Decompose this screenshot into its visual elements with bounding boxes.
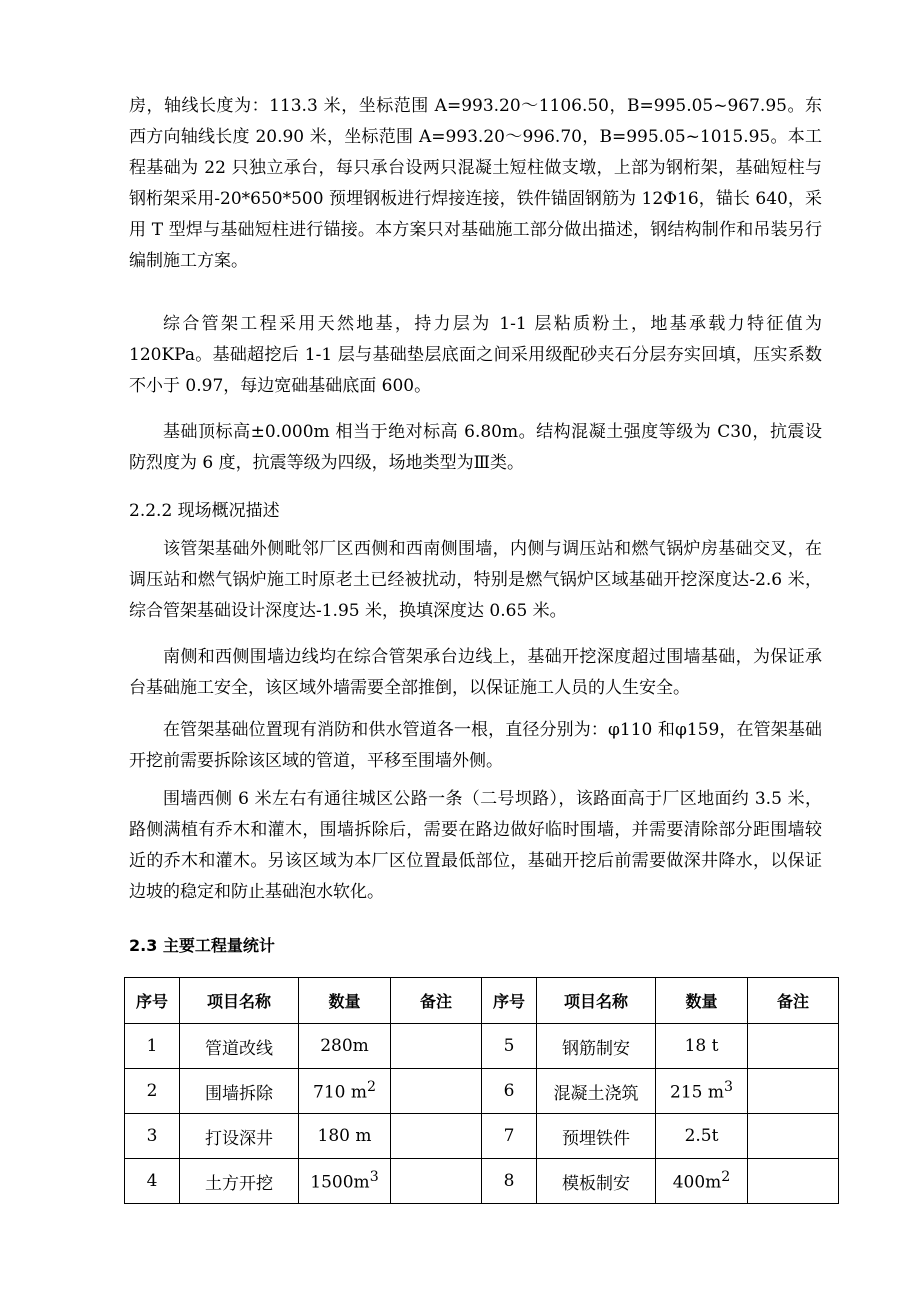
unit-exponent: 3	[723, 1079, 733, 1096]
paragraph-wall-demolition: 南侧和西侧围墙边线均在综合管架承台边线上，基础开挖深度超过围墙基础，为保证承台基础施工安全，该区域外墙需要全部推倒，以保证施工人员的人生安全。	[129, 647, 822, 698]
table-row	[125, 1069, 839, 1114]
paragraph-site-adjacent: 该管架基础外侧毗邻厂区西侧和西南侧围墙，内侧与调压站和燃气锅炉房基础交叉，在调压站和燃气锅炉施工时原老土已经被扰动，特别是燃气锅炉区域基础开挖深度达-2.6 米，综合管架基础设计深度达-1.95 米，换填深度达 0.65 米。	[129, 539, 822, 621]
cell-no: 5	[482, 1024, 537, 1069]
table-row	[125, 1114, 839, 1159]
cell-remark	[391, 1159, 482, 1204]
header-no: 序号	[125, 978, 180, 1024]
cell-item-name: 管道改线	[180, 1024, 299, 1069]
cell-remark	[748, 1024, 839, 1069]
header-remark: 备注	[391, 978, 482, 1024]
cell-remark	[391, 1069, 482, 1114]
cell-no: 6	[482, 1069, 537, 1114]
cell-item-name: 钢筋制安	[537, 1024, 656, 1069]
cell-item-name: 打设深井	[180, 1114, 299, 1159]
section-heading-site-overview: 2.2.2 现场概况描述	[129, 501, 280, 521]
cell-quantity	[299, 1159, 391, 1204]
paragraph-elevation-seismic: 基础顶标高±0.000m 相当于绝对标高 6.80m。结构混凝土强度等级为 C30，抗震设防烈度为 6 度，抗震等级为四级，场地类型为Ⅲ类。	[129, 422, 822, 473]
cell-no: 8	[482, 1159, 537, 1204]
header-quantity: 数量	[299, 978, 391, 1024]
unit-exponent: 3	[369, 1169, 379, 1186]
cell-no: 1	[125, 1024, 180, 1069]
table-row	[125, 1159, 839, 1204]
unit-exponent: 2	[721, 1169, 731, 1186]
unit-exponent: 2	[366, 1079, 376, 1096]
paragraph-road-dewatering: 围墙西侧 6 米左右有通往城区公路一条（二号坝路），该路面高于厂区地面约 3.5 米，路侧满植有乔木和灌木，围墙拆除后，需要在路边做好临时围墙，并需要清除部分距围墙较近的乔木和灌木。另该区域为本厂区位置最低部位，基础开挖后前需要做深井降水，以保证边坡的稳定和防止基础泡水软化。	[129, 789, 822, 902]
cell-quantity	[299, 1069, 391, 1114]
cell-remark	[391, 1024, 482, 1069]
quantity-value: 710 m	[313, 1082, 367, 1103]
cell-no: 7	[482, 1114, 537, 1159]
cell-quantity: 2.5t	[656, 1114, 748, 1159]
cell-quantity	[656, 1159, 748, 1204]
cell-no: 4	[125, 1159, 180, 1204]
cell-quantity: 18 t	[656, 1024, 748, 1069]
header-remark: 备注	[748, 978, 839, 1024]
cell-quantity	[656, 1069, 748, 1114]
cell-item-name: 模板制安	[537, 1159, 656, 1204]
table-row	[125, 1024, 839, 1069]
cell-remark	[748, 1114, 839, 1159]
quantity-value: 215 m	[670, 1082, 724, 1103]
header-no: 序号	[482, 978, 537, 1024]
cell-item-name: 土方开挖	[180, 1159, 299, 1204]
quantity-value: 400m	[672, 1172, 722, 1193]
paragraph-pipelines: 在管架基础位置现有消防和供水管道各一根，直径分别为：φ110 和φ159，在管架基础开挖前需要拆除该区域的管道，平移至围墙外侧。	[129, 720, 822, 771]
header-quantity: 数量	[656, 978, 748, 1024]
cell-item-name: 预埋铁件	[537, 1114, 656, 1159]
paragraph-axis-description: 房，轴线长度为：113.3 米，坐标范围 A=993.20～1106.50，B=995.05~967.95。东西方向轴线长度 20.90 米，坐标范围 A=993.20～996.70，B=995.05~1015.95。本工程基础为 22 只独立承台，每只承台设两只混凝土短柱做支墩，上部为钢桁架，基础短柱与钢桁架采用-20*650*500 预埋钢板进行焊接连接，铁件锚固钢筋为 12Φ16，锚长 640，采用 T 型焊与基础短柱进行锚接。本方案只对基础施工部分做出描述，钢结构制作和吊装另行编制施工方案。	[129, 96, 822, 271]
cell-remark	[748, 1159, 839, 1204]
header-item-name: 项目名称	[180, 978, 299, 1024]
cell-item-name: 混凝土浇筑	[537, 1069, 656, 1114]
cell-no: 2	[125, 1069, 180, 1114]
quantities-table	[124, 977, 839, 1204]
cell-no: 3	[125, 1114, 180, 1159]
table-header-row	[125, 978, 839, 1024]
cell-quantity: 280m	[299, 1024, 391, 1069]
cell-remark	[391, 1114, 482, 1159]
section-heading-quantities: 2.3 主要工程量统计	[129, 936, 275, 955]
cell-quantity: 180 m	[299, 1114, 391, 1159]
cell-remark	[748, 1069, 839, 1114]
cell-item-name: 围墙拆除	[180, 1069, 299, 1114]
paragraph-foundation-soil: 综合管架工程采用天然地基，持力层为 1-1 层粘质粉土，地基承载力特征值为 120KPa。基础超挖后 1-1 层与基础垫层底面之间采用级配砂夹石分层夯实回填，压实系数不小于 0.97，每边宽础基础底面 600。	[129, 314, 822, 396]
header-item-name: 项目名称	[537, 978, 656, 1024]
quantity-value: 1500m	[310, 1172, 370, 1193]
